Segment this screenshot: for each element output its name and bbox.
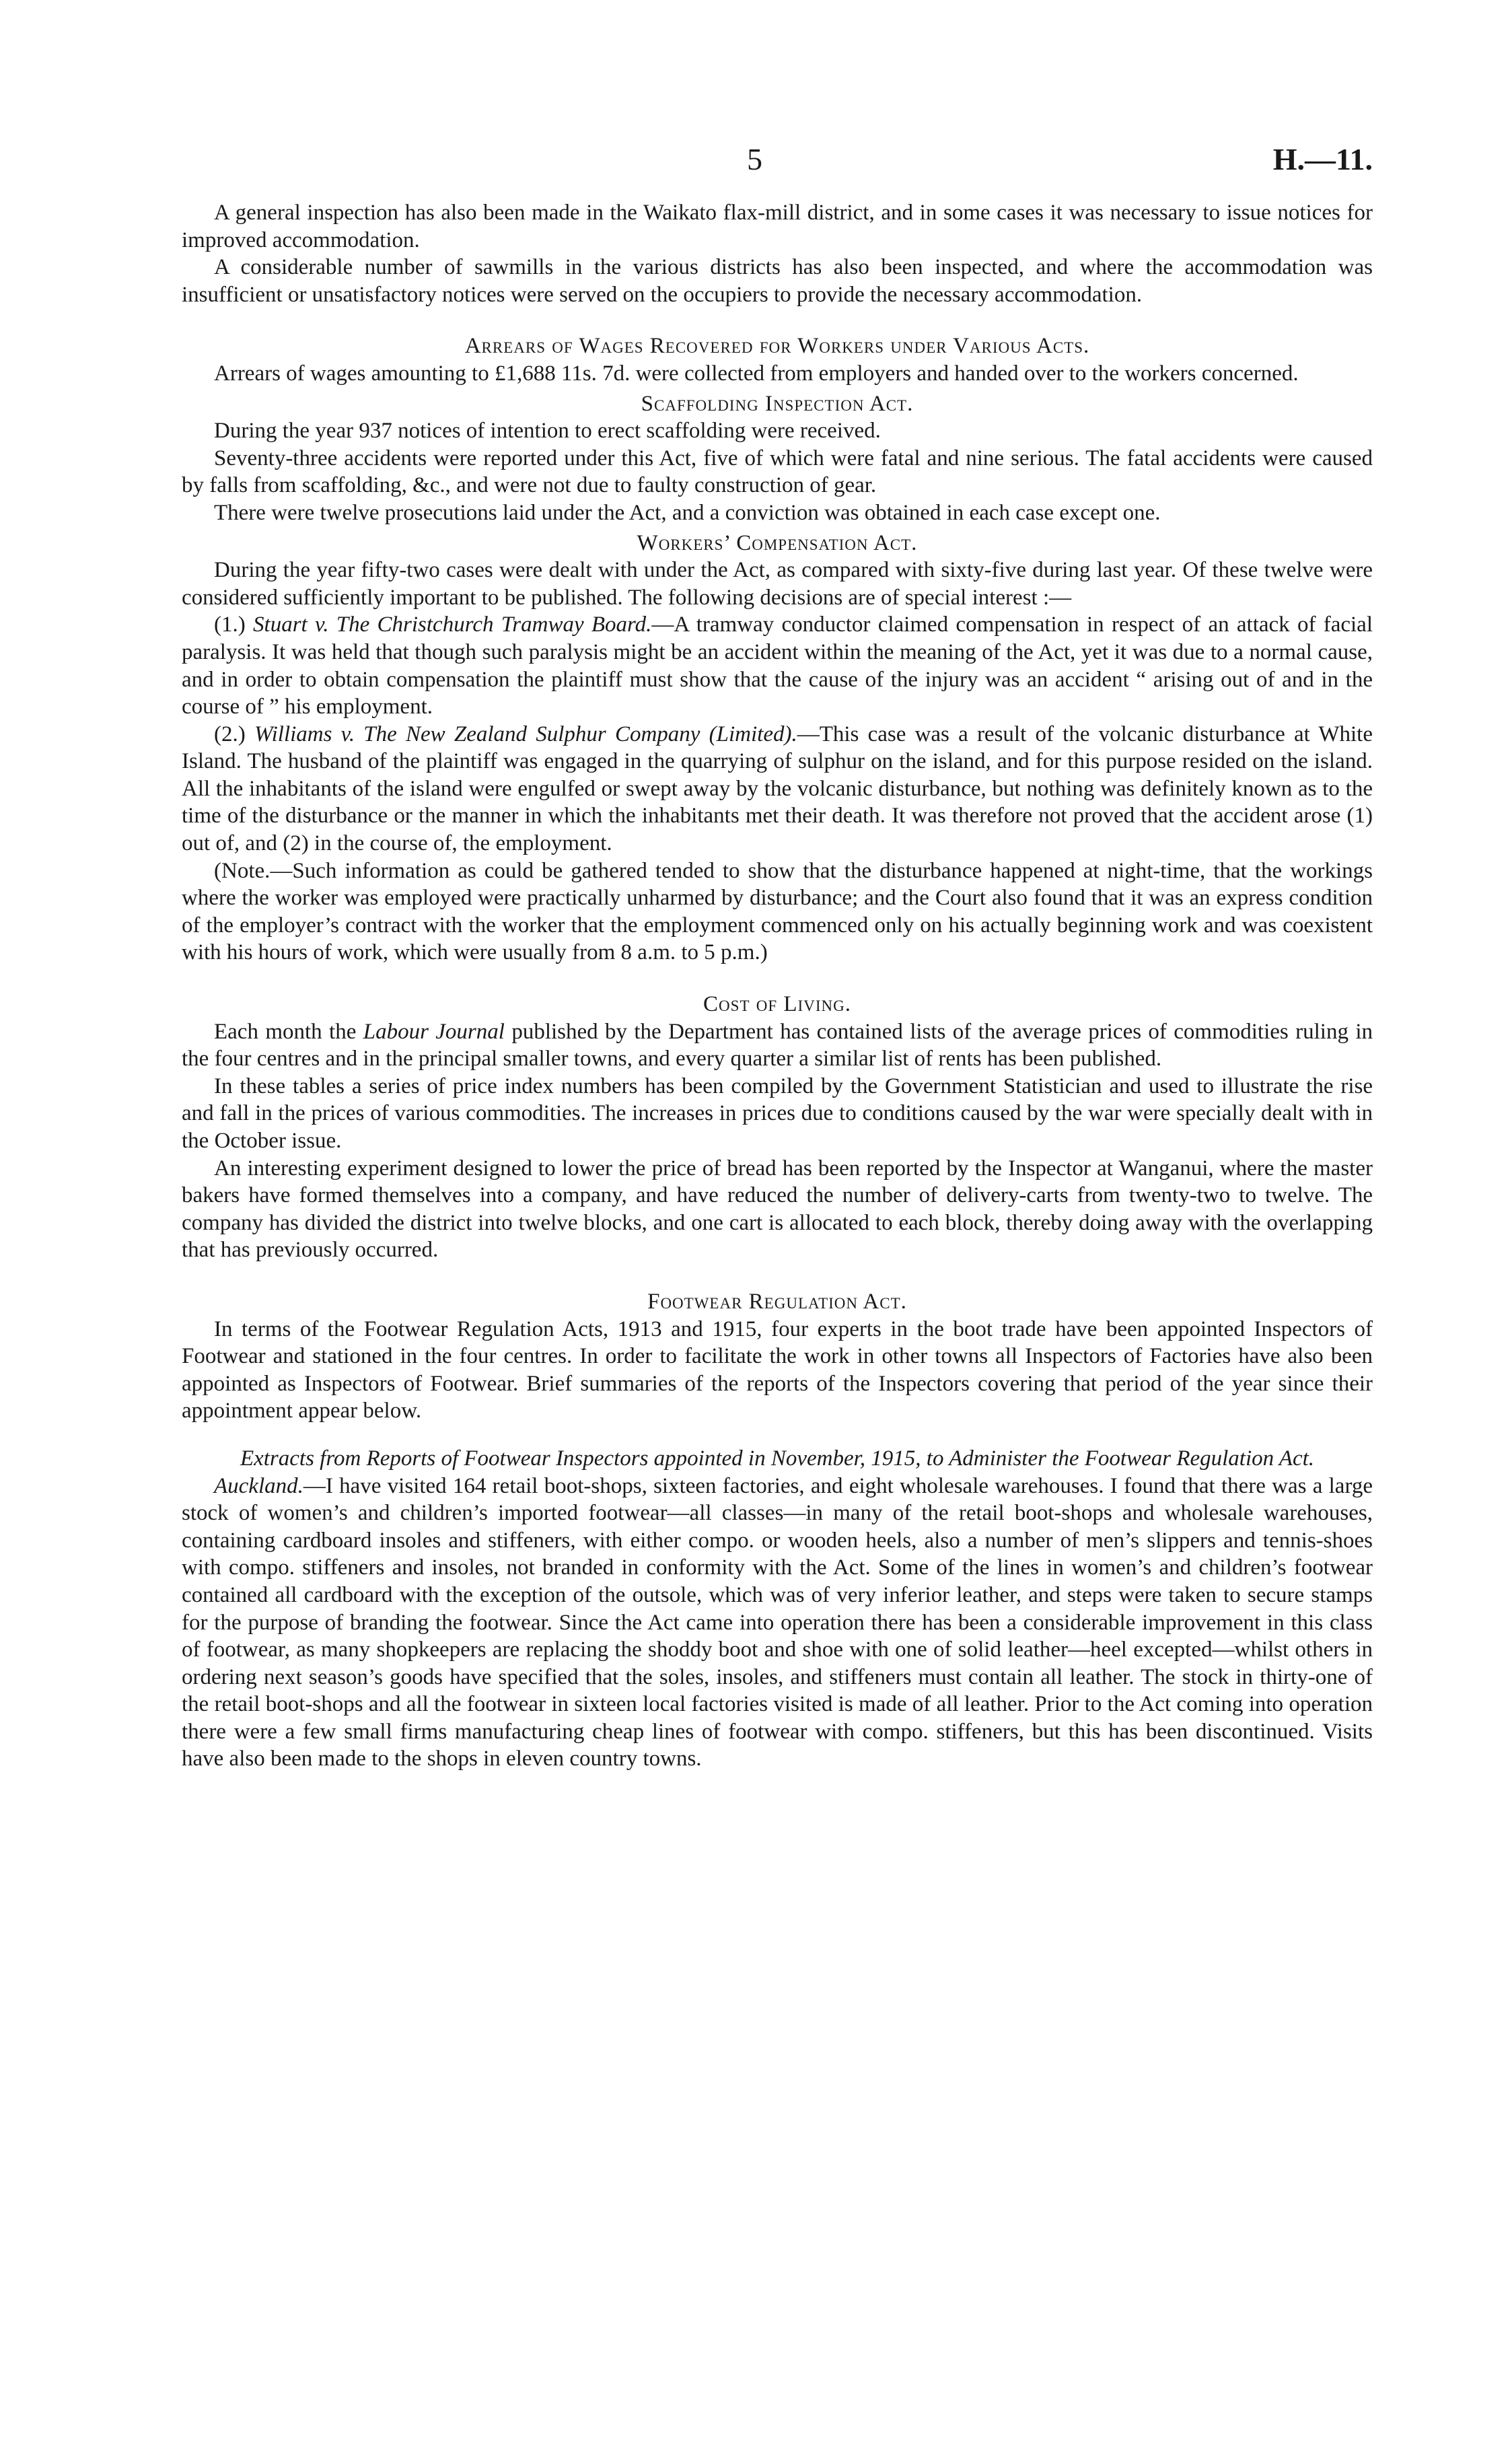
extracts-heading: Extracts from Reports of Footwear Inspectors appointed in November, 1915, to Administer the Footwear Regulation Act. <box>240 1446 1315 1471</box>
case-2-title: Williams v. The New Zealand Sulphur Company (Limited). <box>254 721 797 746</box>
document-reference: H.—11. <box>1272 142 1373 176</box>
case-2-number: (2.) <box>214 721 246 746</box>
body-text <box>182 199 1373 1773</box>
cost-of-living-p1-end: published by the Department has contained lists of the average prices of commodities ruling in the four centres and in the principal smaller towns, and every quarter a similar list of rents has been published. <box>182 1019 1373 1071</box>
scaffolding-paragraph-1: During the year 937 notices of intention to erect scaffolding were received. <box>214 419 881 444</box>
case-1-paragraph <box>182 611 1373 720</box>
intro-paragraph-2: A considerable number of sawmills in the various districts has also been inspected, and where the accommodation was insufficient or unsatisfactory notices were served on the occupiers to provide the necessary accommodation. <box>182 255 1373 307</box>
page-header <box>0 141 1510 188</box>
workers-compensation-heading: Workers’ Compensation Act. <box>637 530 918 555</box>
cost-of-living-paragraph-2: In these tables a series of price index numbers has been compiled by the Government Statistician and used to illustrate the rise and fall in the prices of various commodities. The increases in prices due to conditions caused by the war were specially dealt with in the October issue. <box>182 1073 1373 1153</box>
auckland-label: Auckland. <box>214 1473 303 1498</box>
cost-of-living-paragraph-3: An interesting experiment designed to lower the price of bread has been reported by the Inspector at Wanganui, where the master bakers have formed themselves into a company, and have reduced the number of delivery-carts from twenty-two to twelve. The company has divided the district into twelve blocks, and one cart is allocated to each block, thereby doing away with the overlapping that has previously occurred. <box>182 1156 1373 1263</box>
cost-of-living-p1-start: Each month the <box>214 1019 363 1044</box>
scaffolding-heading: Scaffolding Inspection Act. <box>641 391 914 416</box>
footwear-paragraph: In terms of the Footwear Regulation Acts, 1913 and 1915, four experts in the boot trade have been appointed Inspectors of Footwear and stationed in the four centres. In order to facilitate the work in other towns all Inspectors of Factories have also been appointed as Inspectors of Footwear. Brief summaries of the reports of the Inspectors covering that period of the year since their appointment appear below. <box>182 1316 1373 1423</box>
case-1-title: Stuart v. The Christchurch Tramway Board. <box>253 612 652 637</box>
arrears-paragraph: Arrears of wages amounting to £1,688 11s. 7d. were collected from employers and handed over to the workers concerned. <box>214 361 1299 386</box>
intro-paragraph-1: A general inspection has also been made in the Waikato flax-mill district, and in some cases it was necessary to issue notices for improved accommodation. <box>182 201 1373 252</box>
cost-of-living-paragraph-1 <box>182 1018 1373 1073</box>
labour-journal-title: Labour Journal <box>363 1019 505 1044</box>
case-2-paragraph <box>182 721 1373 857</box>
page-number: 5 <box>747 142 762 176</box>
case-2-text: —This case was a result of the volcanic disturbance at White Island. The husband of the plaintiff was engaged in the quarrying of sulphur on the island, and for this purpose resided on the island. All the inhabitants of the island were engulfed or swept away by the volcanic disturbance, but nothing was definitely known as to the time of the disturbance or the manner in which the inhabitants met their death. It was therefore not proved that the accident arose (1) out of, and (2) in the course of, the employment. <box>182 721 1373 856</box>
scaffolding-paragraph-3: There were twelve prosecutions laid under the Act, and a conviction was obtained in each case except one. <box>214 500 1161 525</box>
footwear-heading: Footwear Regulation Act. <box>647 1289 907 1314</box>
case-note: (Note.—Such information as could be gathered tended to show that the disturbance happened at night-time, that the workings where the worker was employed were practically unharmed by disturbance; and the Court also found that it was an express condition of the employer’s contract with the worker that the employment commenced only on his actually beginning work and was coexistent with his hours of work, which were usually from 8 a.m. to 5 p.m.) <box>182 858 1373 965</box>
auckland-text: —I have visited 164 retail boot-shops, sixteen factories, and eight wholesale warehouses. I found that there was a large stock of women’s and children’s imported footwear—all classes—in many of the retail boot-shops and wholesale warehouses, containing cardboard insoles and stiffeners, with either compo. or wooden heels, also a number of men’s slippers and tennis-shoes with compo. stiffeners and insoles, not branded in conformity with the Act. Some of the lines in women’s and children’s footwear contained all cardboard with the exception of the outsole, which was of very inferior leather, and steps were taken to secure stamps for the purpose of branding the footwear. Since the Act came into operation there has been a considerable improvement in this class of footwear, as many shopkeepers are replacing the shoddy boot and shoe with one of solid leather—heel excepted—whilst others in ordering next season’s goods have specified that the soles, insoles, and stiffeners must contain all leather. The stock in thirty-one of the retail boot-shops and all the footwear in sixteen local factories visited is made of all leather. Prior to the Act coming into operation there were a few small firms manufacturing cheap lines of footwear with compo. stiffeners, but this has been discontinued. Visits have also been made to the shops in eleven country towns. <box>182 1473 1373 1771</box>
auckland-paragraph <box>182 1473 1373 1773</box>
scaffolding-paragraph-2: Seventy-three accidents were reported under this Act, five of which were fatal and nine serious. The fatal accidents were caused by falls from scaffolding, &c., and were not due to faulty construction of gear. <box>182 446 1373 498</box>
arrears-heading: Arrears of Wages Recovered for Workers under Various Acts. <box>464 334 1090 359</box>
workers-compensation-paragraph: During the year fifty-two cases were dealt with under the Act, as compared with sixty-five during last year. Of these twelve were considered sufficiently important to be published. The following decisions are of special interest :— <box>182 558 1373 610</box>
cost-of-living-heading: Cost of Living. <box>703 992 851 1017</box>
case-1-number: (1.) <box>214 612 246 637</box>
case-1-text: —A tramway conductor claimed compensation in respect of an attack of facial paralysis. It was held that though such paralysis might be an accident within the meaning of the Act, yet it was due to a normal cause, and in order to obtain compensation the plaintiff must show that the cause of the injury was an accident “ arising out of and in the course of ” his employment. <box>182 612 1373 719</box>
